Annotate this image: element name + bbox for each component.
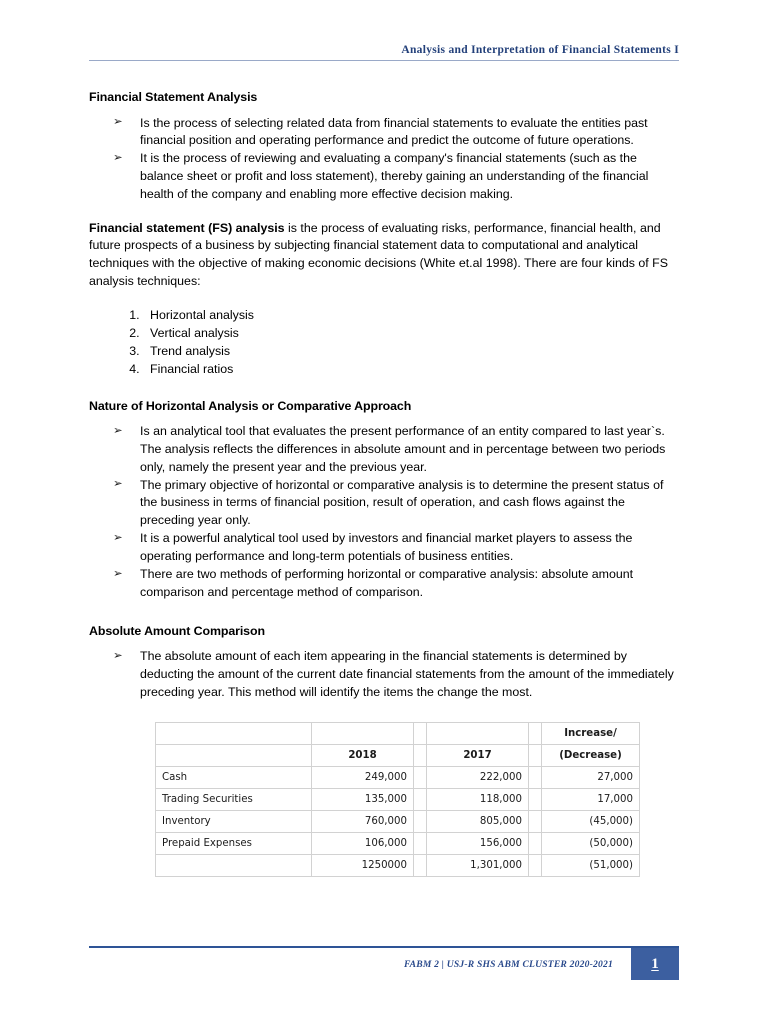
arrow-bullet-icon: ➢ bbox=[113, 478, 123, 491]
row-label: Prepaid Expenses bbox=[156, 832, 312, 854]
list-item bbox=[113, 648, 679, 701]
spacer-cell bbox=[414, 766, 427, 788]
arrow-bullet-icon: ➢ bbox=[113, 567, 123, 580]
spacer-cell bbox=[414, 722, 427, 744]
list-item-text: It is the process of reviewing and evaluating a company's financial statements (such as the balance sheet or profit and loss statement), thereby gaining an understanding of the financial health of the company and enabling more effective decision making. bbox=[140, 151, 649, 201]
header-title: Analysis and Interpretation of Financial Statements I bbox=[401, 44, 679, 56]
arrow-bullet-icon: ➢ bbox=[113, 649, 123, 662]
table-total-row bbox=[156, 854, 640, 876]
spacer-cell bbox=[529, 854, 542, 876]
table-header-row-bottom bbox=[156, 744, 640, 766]
document-content bbox=[89, 90, 679, 877]
page-header bbox=[89, 44, 679, 61]
list-item-text: The primary objective of horizontal or comparative analysis is to determine the present status of the business in terms of financial position, result of operation, and cash flows against the preceding year only. bbox=[140, 477, 664, 528]
arrow-bullet-icon: ➢ bbox=[113, 531, 123, 544]
list-item-text: There are two methods of performing horizontal or comparative analysis: absolute amount comparison and percentage method of comparison. bbox=[140, 567, 634, 600]
spacer-cell bbox=[529, 832, 542, 854]
page-number-value: 1 bbox=[651, 955, 659, 972]
table-row bbox=[156, 810, 640, 832]
total-value-difference: (51,000) bbox=[542, 854, 640, 876]
row-value-difference: 17,000 bbox=[542, 788, 640, 810]
total-label bbox=[156, 854, 312, 876]
row-label: Inventory bbox=[156, 810, 312, 832]
list-item bbox=[113, 423, 679, 476]
spacer-cell bbox=[414, 810, 427, 832]
total-value-2017: 1,301,000 bbox=[427, 854, 529, 876]
list-item-text: Is the process of selecting related data from financial statements to evaluate the entities past financial position and operating performance and predict the outcome of future operations. bbox=[140, 115, 648, 148]
row-label: Cash bbox=[156, 766, 312, 788]
spacer-cell bbox=[414, 744, 427, 766]
header-cell-increase-line1: Increase/ bbox=[542, 722, 640, 744]
spacer-cell bbox=[529, 766, 542, 788]
list-item-text: The absolute amount of each item appearing in the financial statements is determined by deducting the amount of the current date financial statements from the amount of the immediately preceding year. This method will identify the items the change the most. bbox=[140, 649, 674, 699]
spacer-cell bbox=[529, 722, 542, 744]
header-cell-empty-year1 bbox=[312, 722, 414, 744]
row-value-2018: 249,000 bbox=[312, 766, 414, 788]
table-row bbox=[156, 766, 640, 788]
spacer-cell bbox=[529, 744, 542, 766]
row-label: Trading Securities bbox=[156, 788, 312, 810]
list-item: 1. Horizontal analysis bbox=[143, 306, 679, 324]
list-item bbox=[113, 150, 679, 203]
row-value-2018: 135,000 bbox=[312, 788, 414, 810]
heading-absolute-amount-comparison: Absolute Amount Comparison bbox=[89, 623, 265, 638]
list-item bbox=[113, 566, 679, 601]
row-value-2017: 222,000 bbox=[427, 766, 529, 788]
paragraph-body-text: is the process of evaluating risks, performance, financial health, and future prospects of a business by subjecting financial statement data to computational and analytical techniques with the objective of making economic decisions (White et.al 1998). There are four kinds of FS analysis techniques: bbox=[89, 220, 668, 288]
row-value-difference: 27,000 bbox=[542, 766, 640, 788]
paragraph-fs-analysis-definition bbox=[89, 220, 679, 290]
table-row bbox=[156, 788, 640, 810]
row-value-2018: 106,000 bbox=[312, 832, 414, 854]
header-cell-year-2018: 2018 bbox=[312, 744, 414, 766]
financial-comparison-table bbox=[155, 722, 640, 877]
list-item bbox=[113, 530, 679, 565]
list-item-text: It is a powerful analytical tool used by investors and financial market players to assess the operating performance and long-term potentials of business entities. bbox=[140, 531, 633, 564]
heading-nature-of-horizontal-analysis: Nature of Horizontal Analysis or Comparative Approach bbox=[89, 398, 412, 413]
financial-comparison-table-container bbox=[155, 722, 679, 877]
page-footer bbox=[89, 946, 679, 980]
heading-financial-statement-analysis: Financial Statement Analysis bbox=[89, 90, 258, 104]
list-item: 4. Financial ratios bbox=[143, 360, 679, 378]
row-value-difference: (50,000) bbox=[542, 832, 640, 854]
page-number-badge bbox=[631, 948, 679, 980]
list-item-text: Is an analytical tool that evaluates the present performance of an entity compared to last year`s. The analysis reflects the differences in absolute amount and in percentage between two periods only, namely the present year and the previous year. bbox=[140, 424, 666, 474]
spacer-cell bbox=[414, 788, 427, 810]
row-value-2017: 156,000 bbox=[427, 832, 529, 854]
arrow-bullet-icon: ➢ bbox=[113, 116, 123, 128]
header-cell-empty2 bbox=[156, 744, 312, 766]
list-fs-techniques bbox=[89, 306, 679, 378]
spacer-cell bbox=[529, 810, 542, 832]
list-item: 3. Trend analysis bbox=[143, 342, 679, 360]
header-divider bbox=[89, 60, 679, 61]
header-cell-empty bbox=[156, 722, 312, 744]
list-item bbox=[113, 115, 679, 150]
list-item bbox=[113, 477, 679, 530]
total-value-2018: 1250000 bbox=[312, 854, 414, 876]
header-cell-year-2017: 2017 bbox=[427, 744, 529, 766]
header-cell-empty-year2 bbox=[427, 722, 529, 744]
header-cell-decrease-line2: (Decrease) bbox=[542, 744, 640, 766]
spacer-cell bbox=[529, 788, 542, 810]
spacer-cell bbox=[414, 832, 427, 854]
list-fsa-bullets bbox=[89, 115, 679, 204]
footer-row bbox=[89, 948, 679, 980]
arrow-bullet-icon: ➢ bbox=[113, 151, 123, 164]
row-value-2018: 760,000 bbox=[312, 810, 414, 832]
list-absolute-bullets bbox=[89, 648, 679, 701]
row-value-difference: (45,000) bbox=[542, 810, 640, 832]
row-value-2017: 118,000 bbox=[427, 788, 529, 810]
paragraph-lead-bold: Financial statement (FS) analysis bbox=[89, 220, 285, 235]
list-item: 2. Vertical analysis bbox=[143, 324, 679, 342]
list-horizontal-bullets bbox=[89, 423, 679, 602]
footer-course-label: FABM 2 | USJ-R SHS ABM CLUSTER 2020-2021 bbox=[403, 958, 613, 970]
table-header-row-top bbox=[156, 722, 640, 744]
row-value-2017: 805,000 bbox=[427, 810, 529, 832]
table-row bbox=[156, 832, 640, 854]
arrow-bullet-icon: ➢ bbox=[113, 424, 123, 437]
spacer-cell bbox=[414, 854, 427, 876]
